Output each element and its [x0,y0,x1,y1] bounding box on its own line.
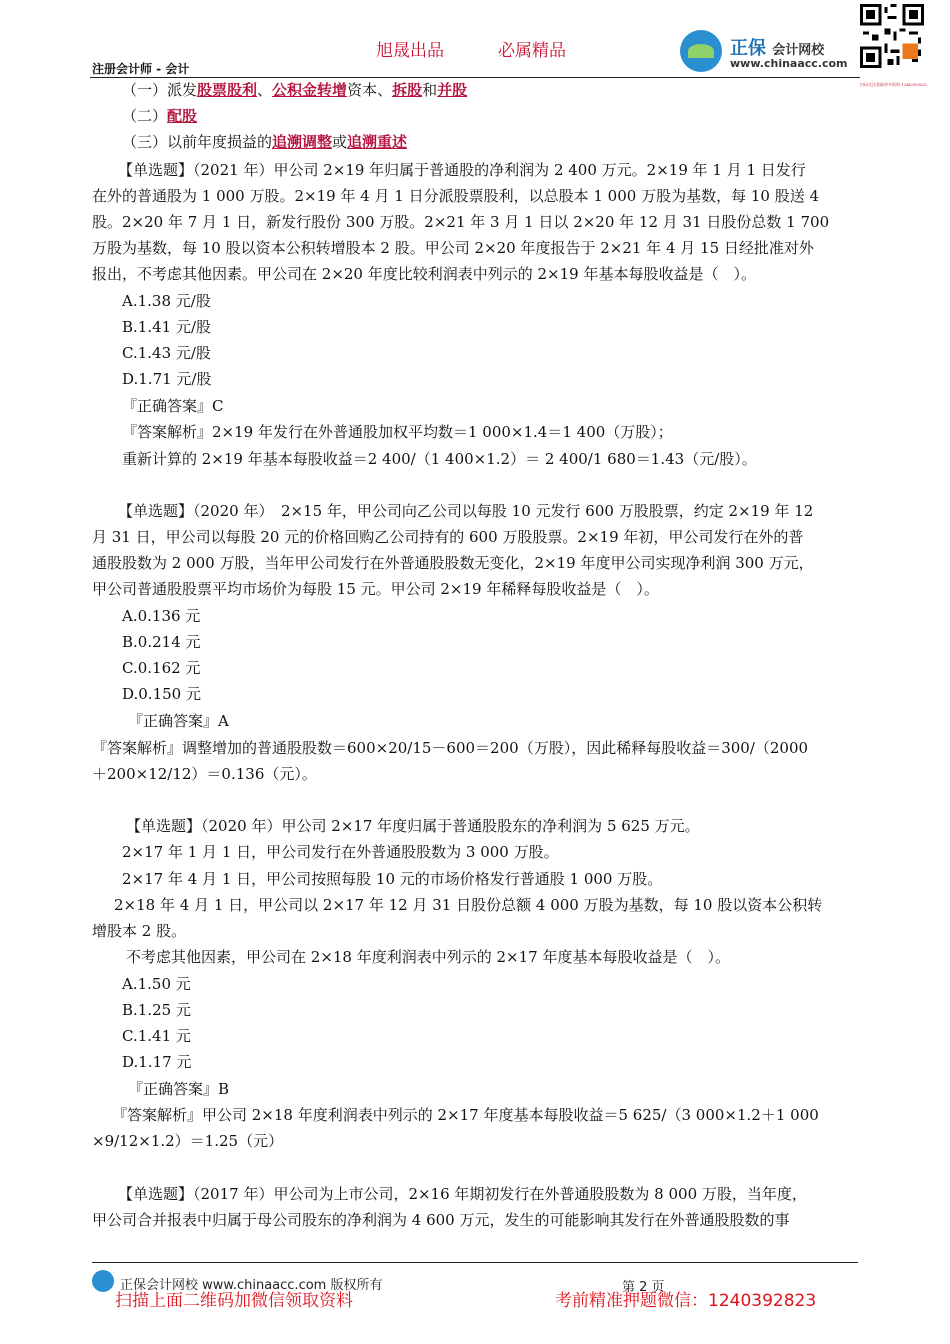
keyword-link[interactable]: 并股 [437,81,468,99]
logo-name-sub: 会计网校 [772,43,825,58]
keyword-link[interactable]: 追溯调整 [272,133,333,151]
topic-item: （一）派发股票股利、公积金转增资本、拆股和并股 [122,81,468,99]
text-line: 万股为基数，每 10 股以资本公积转增股本 2 股。甲公司 2×20 年度报告于 2×21 年 4 月 15 日经批准对外 [92,239,814,257]
slogan-right: 必属精品 [498,41,566,61]
text-line: 不考虑其他因素，甲公司在 2×18 年度利润表中列示的 2×17 年度基本每股收益是（ ）。 [126,948,730,966]
text-line: 『答案解析』2×19 年发行在外普通股加权平均数＝1 000×1.4＝1 400（万股）； [122,423,673,441]
text-line: A.0.136 元 [122,607,201,625]
footer-divider [92,1262,858,1263]
slogan-left: 旭晟出品 [376,41,444,61]
text-line: 股。2×20 年 7 月 1 日，新发行股份 300 万股。2×21 年 3 月 1 日以 2×20 年 12 月 31 日股份总数 1 700 [92,213,830,231]
brand-logo[interactable] [680,30,850,74]
text-line: 增股本 2 股。 [92,922,187,940]
text-line: 2×17 年 4 月 1 日，甲公司按照每股 10 元的市场价格发行普通股 1 000 万股。 [122,870,663,888]
text-line: 【单选题】（2021 年）甲公司 2×19 年归属于普通股的净利润为 2 400 万元。2×19 年 1 月 1 日发行 [118,161,806,179]
keyword-link[interactable]: 配股 [167,107,198,125]
text-line: 『答案解析』甲公司 2×18 年度利润表中列示的 2×17 年度基本每股收益＝5 625/（3 000×1.2＋1 000 [112,1106,819,1124]
logo-url: www.chinaacc.com [730,57,848,70]
text-line: D.1.17 元 [122,1053,192,1071]
logo-emblem-icon [680,30,722,72]
text-line: 『正确答案』B [128,1080,230,1098]
text-line: 通股股数为 2 000 万股，当年甲公司发行在外普通股股数无变化，2×19 年度甲公司实现净利润 300 万元， [92,554,814,572]
text-line: 【单选题】（2020 年）甲公司 2×17 年度归属于普通股股东的净利润为 5 625 万元。 [126,817,700,835]
topic-item: （二）配股 [122,107,198,125]
text-line: 月 31 日，甲公司以每股 20 元的价格回购乙公司持有的 600 万股股票。2×19 年初，甲公司发行在外的普 [92,528,804,546]
text-line: 在外的普通股为 1 000 万股。2×19 年 4 月 1 日分派股票股利，以总股本 1 000 万股为基数，每 10 股送 4 [92,187,820,205]
promo-left: 扫描上面二维码加微信领取资料 [115,1291,353,1311]
text-line: C.0.162 元 [122,659,201,677]
text-line: 『答案解析』调整增加的普通股股数＝600×20/15－600＝200（万股），因此稀释每股收益＝300/（2000 [92,739,809,757]
qr-code-icon[interactable] [860,4,924,68]
text-line: 【单选题】（2017 年）甲公司为上市公司，2×16 年期初发行在外普通股股数为 8 000 万股，当年度， [118,1185,807,1203]
text-line: 报出，不考虑其他因素。甲公司在 2×20 年度比较利润表中列示的 2×19 年基本每股收益是（ ）。 [92,265,756,283]
keyword-link[interactable]: 公积金转增 [272,81,348,99]
course-title: 注册会计师 - 会计 [92,62,190,76]
footer-copyright: 正保会计网校 www.chinaacc.com 版权所有 [120,1278,383,1293]
text-line: ＋200×12/12）＝0.136（元）。 [92,765,317,783]
text-line: B.0.214 元 [122,633,201,651]
text-line: ×9/12×1.2）＝1.25（元） [92,1132,284,1150]
text-line: C.1.41 元 [122,1027,191,1045]
header-divider [90,77,860,78]
text-line: 2×18 年 4 月 1 日，甲公司以 2×17 年 12 月 31 日股份总额 4 000 万股为基数，每 10 股以资本公积转 [114,896,823,914]
logo-name: 正保 [730,38,766,59]
text-line: D.0.150 元 [122,685,201,703]
keyword-link[interactable]: 拆股 [392,81,423,99]
topic-item: （三）以前年度损益的追溯调整或追溯重述 [122,133,408,151]
page-number: 第 2 页 [622,1280,665,1295]
text-line: 重新计算的 2×19 年基本每股收益＝2 400/（1 400×1.2）＝ 2 400/1 680＝1.43（元/股）。 [122,450,757,468]
topic-list [122,80,467,158]
text-line: A.1.50 元 [122,975,191,993]
text-line: A.1.38 元/股 [122,292,211,310]
keyword-link[interactable]: 股票股利 [197,81,258,99]
text-line: 2×17 年 1 月 1 日，甲公司发行在外普通股股数为 3 000 万股。 [122,843,559,861]
text-line: 『正确答案』C [122,397,224,415]
qr-note: 扫码关注获取更多资料 1240392823 [860,82,927,87]
text-line: D.1.71 元/股 [122,370,212,388]
promo-right: 考前精准押题微信：1240392823 [555,1291,817,1311]
text-line: B.1.25 元 [122,1001,191,1019]
text-line: 甲公司普通股股票平均市场价为每股 15 元。甲公司 2×19 年稀释每股收益是（ ）。 [92,580,659,598]
keyword-link[interactable]: 追溯重述 [347,133,408,151]
text-line: B.1.41 元/股 [122,318,212,336]
footer-logo-icon [92,1270,114,1292]
text-line: 甲公司合并报表中归属于母公司股东的净利润为 4 600 万元，发生的可能影响其发行在外普通股股数的事 [92,1211,790,1229]
text-line: C.1.43 元/股 [122,344,211,362]
text-line: 『正确答案』A [128,712,229,730]
text-line: 【单选题】（2020 年） 2×15 年，甲公司向乙公司以每股 10 元发行 600 万股股票，约定 2×19 年 12 [118,502,814,520]
